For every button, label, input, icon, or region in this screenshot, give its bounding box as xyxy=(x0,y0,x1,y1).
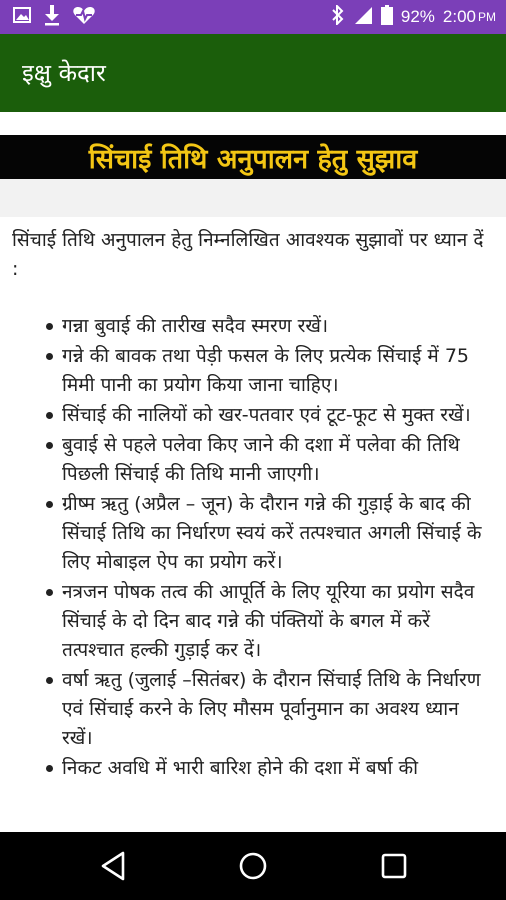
bullet-icon xyxy=(46,442,53,449)
list-item xyxy=(0,431,506,489)
bullet-icon xyxy=(46,353,53,360)
list-item xyxy=(0,312,506,341)
tip-text: नत्रजन पोषक तत्व की आपूर्ति के लिए यूरिया का प्रयोग सदैव सिंचाई के दो दिन बाद गन्ने की पंक्तियों के बगल में करें तत्पश्चात हल्की गुड़ाई कर दें। xyxy=(62,581,475,661)
clock-time: 2:00 xyxy=(442,7,476,26)
status-bar xyxy=(0,0,506,34)
recents-icon[interactable] xyxy=(374,846,414,886)
bullet-icon xyxy=(46,677,53,684)
bullet-icon xyxy=(46,323,53,330)
download-icon xyxy=(42,4,62,30)
signal-icon xyxy=(353,5,373,30)
content-scroll[interactable] xyxy=(0,112,506,832)
back-icon[interactable] xyxy=(93,846,133,886)
bluetooth-icon xyxy=(331,5,345,30)
bullet-icon xyxy=(46,412,53,419)
battery-percent: 92% xyxy=(400,7,435,26)
bullet-icon xyxy=(46,501,53,508)
image-icon xyxy=(12,5,32,29)
list-item xyxy=(0,342,506,400)
tip-text: गन्ने की बावक तथा पेड़ी फसल के लिए प्रत्येक सिंचाई में 75 मिमी पानी का प्रयोग किया जाना चाहिए। xyxy=(62,345,470,396)
tip-text: बुवाई से पहले पलेवा किए जाने की दशा में पलेवा की तिथि पिछली सिंचाई की तिथि मानी जाएगी। xyxy=(62,434,460,485)
divider-band xyxy=(0,179,506,217)
bullet-icon xyxy=(46,589,53,596)
list-item xyxy=(0,401,506,430)
intro-text: सिंचाई तिथि अनुपालन हेतु निम्नलिखित आवश्यक सुझावों पर ध्यान दें : xyxy=(12,229,484,280)
tips-list xyxy=(0,312,506,784)
tip-text: गन्ना बुवाई की तारीख सदैव स्मरण रखें। xyxy=(62,315,329,337)
list-item xyxy=(0,754,506,783)
heading-band xyxy=(0,135,506,179)
navigation-bar xyxy=(0,832,506,900)
tip-text: सिंचाई की नालियों को खर-पतवार एवं टूट-फूट से मुक्त रखें। xyxy=(62,404,471,426)
tip-text: वर्षा ऋतु (जुलाई –सितंबर) के दौरान सिंचाई तिथि के निर्धारण एवं सिंचाई करने के लिए मौसम पूर्वानुमान का अवश्य ध्यान रखें। xyxy=(62,669,481,749)
tip-text: ग्रीष्म ऋतु (अप्रैल – जून) के दौरान गन्ने की गुड़ाई के बाद की सिंचाई तिथि का निर्धारण स्वयं करें तत्पश्चात अगली सिंचाई के लिए मोबाइल ऐप का प्रयोग करें। xyxy=(62,493,482,573)
app-bar xyxy=(0,34,506,112)
status-system xyxy=(331,6,496,28)
clock-ampm: PM xyxy=(478,10,496,24)
battery-icon xyxy=(381,5,393,30)
page-heading: सिंचाई तिथि अनुपालन हेतु सुझाव xyxy=(88,143,418,175)
list-item xyxy=(0,666,506,753)
home-icon[interactable] xyxy=(233,846,273,886)
heart-pulse-icon xyxy=(72,4,96,30)
list-item xyxy=(0,578,506,665)
status-notifications xyxy=(12,6,96,28)
tip-text: निकट अवधि में भारी बारिश होने की दशा में बर्षा की xyxy=(62,757,419,779)
list-item xyxy=(0,490,506,577)
bullet-icon xyxy=(46,765,53,772)
app-title: इक्षु केदार xyxy=(22,59,106,87)
